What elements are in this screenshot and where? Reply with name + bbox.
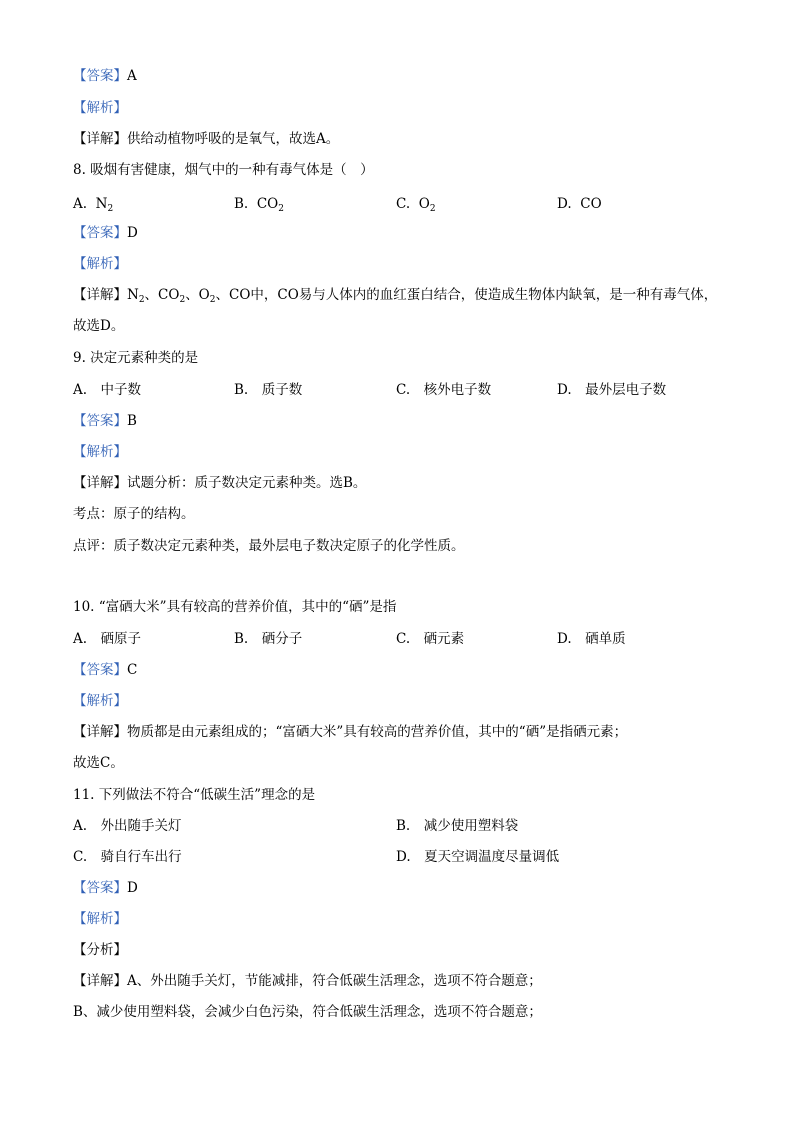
- detail-label: 【详解】: [73, 131, 127, 147]
- analysis-line: [73, 255, 127, 273]
- analysis-line: [73, 443, 127, 461]
- answer-line: [73, 67, 137, 85]
- detail-label: 【详解】: [73, 973, 127, 989]
- analysis-line: [73, 692, 127, 710]
- q10-option-a: A. 硒原子: [73, 631, 142, 647]
- answer-label: 【答案】: [73, 225, 127, 241]
- fenxi-line: [73, 941, 127, 959]
- answer-value: D: [127, 225, 138, 241]
- detail-continuation: 故选D。: [73, 318, 125, 334]
- q8-option-c: C. $O_2$: [396, 196, 436, 214]
- question-11-stem: 11. 下列做法不符合“低碳生活”理念的是: [73, 787, 316, 803]
- answer-value: D: [127, 880, 138, 896]
- answer-label: 【答案】: [73, 880, 127, 896]
- q10-option-d: D. 硒单质: [557, 631, 626, 647]
- q11-option-b: B. 减少使用塑料袋: [396, 818, 519, 834]
- fenxi-label: 【分析】: [73, 942, 127, 958]
- answer-line: [73, 879, 138, 897]
- q10-option-c: C. 硒元素: [396, 631, 465, 647]
- detail-continuation: B、减少使用塑料袋，会减少白色污染，符合低碳生活理念，选项不符合题意；: [73, 1004, 542, 1020]
- q11-option-a: A. 外出随手关灯: [73, 818, 182, 834]
- detail-line: 【详解】$N_2$、$CO_2$、$O_2$、CO中，CO易与人体内的血红蛋白结合，使造成生物体内缺氧，是一种有毒气体，: [73, 287, 718, 305]
- detail-line: [73, 723, 627, 741]
- answer-label: 【答案】: [73, 662, 127, 678]
- kaodian-line: 考点：原子的结构。: [73, 506, 195, 522]
- analysis-label: 【解析】: [73, 256, 127, 272]
- q8-option-d: D. CO: [557, 196, 602, 212]
- analysis-line: [73, 910, 127, 928]
- dianping-line: 点评：质子数决定元素种类，最外层电子数决定原子的化学性质。: [73, 538, 465, 554]
- q8-option-b: B. $CO_2$: [234, 196, 284, 214]
- answer-line: [73, 412, 137, 430]
- detail-label: 【详解】: [73, 287, 127, 303]
- analysis-label: 【解析】: [73, 693, 127, 709]
- analysis-label: 【解析】: [73, 100, 127, 116]
- detail-line: [73, 972, 542, 990]
- q10-option-b: B. 硒分子: [234, 631, 303, 647]
- analysis-label: 【解析】: [73, 444, 127, 460]
- answer-value: A: [127, 68, 137, 84]
- detail-label: 【详解】: [73, 475, 127, 491]
- question-10-stem: 10. “富硒大米”具有较高的营养价值，其中的“硒”是指: [73, 599, 397, 615]
- analysis-line: [73, 99, 127, 117]
- detail-text: 物质都是由元素组成的；“富硒大米”具有较高的营养价值，其中的“硒”是指硒元素；: [127, 724, 628, 740]
- detail-label: 【详解】: [73, 724, 127, 740]
- answer-label: 【答案】: [73, 68, 127, 84]
- question-8-stem: 8. 吸烟有害健康，烟气中的一种有毒气体是（ ）: [73, 162, 374, 178]
- q11-option-d: D. 夏天空调温度尽量调低: [396, 849, 560, 865]
- q9-option-b: B. 质子数: [234, 382, 303, 398]
- q11-option-c: C. 骑自行车出行: [73, 849, 182, 865]
- answer-line: [73, 661, 137, 679]
- q8-option-a: A. $N_2$: [73, 196, 114, 214]
- question-9-stem: 9. 决定元素种类的是: [73, 350, 199, 366]
- detail-text: 供给动植物呼吸的是氧气，故选A。: [127, 131, 340, 147]
- analysis-label: 【解析】: [73, 911, 127, 927]
- answer-value: B: [127, 413, 137, 429]
- detail-text: A、外出随手关灯，节能减排，符合低碳生活理念，选项不符合题意；: [127, 973, 542, 989]
- q9-option-c: C. 核外电子数: [396, 382, 492, 398]
- detail-text: 试题分析：质子数决定元素种类。选B。: [127, 475, 367, 491]
- q9-option-a: A. 中子数: [73, 382, 142, 398]
- detail-continuation: 故选C。: [73, 755, 124, 771]
- answer-line: [73, 224, 138, 242]
- q9-option-d: D. 最外层电子数: [557, 382, 667, 398]
- detail-line: [73, 474, 366, 492]
- detail-line: [73, 130, 339, 148]
- answer-value: C: [127, 662, 138, 678]
- answer-label: 【答案】: [73, 413, 127, 429]
